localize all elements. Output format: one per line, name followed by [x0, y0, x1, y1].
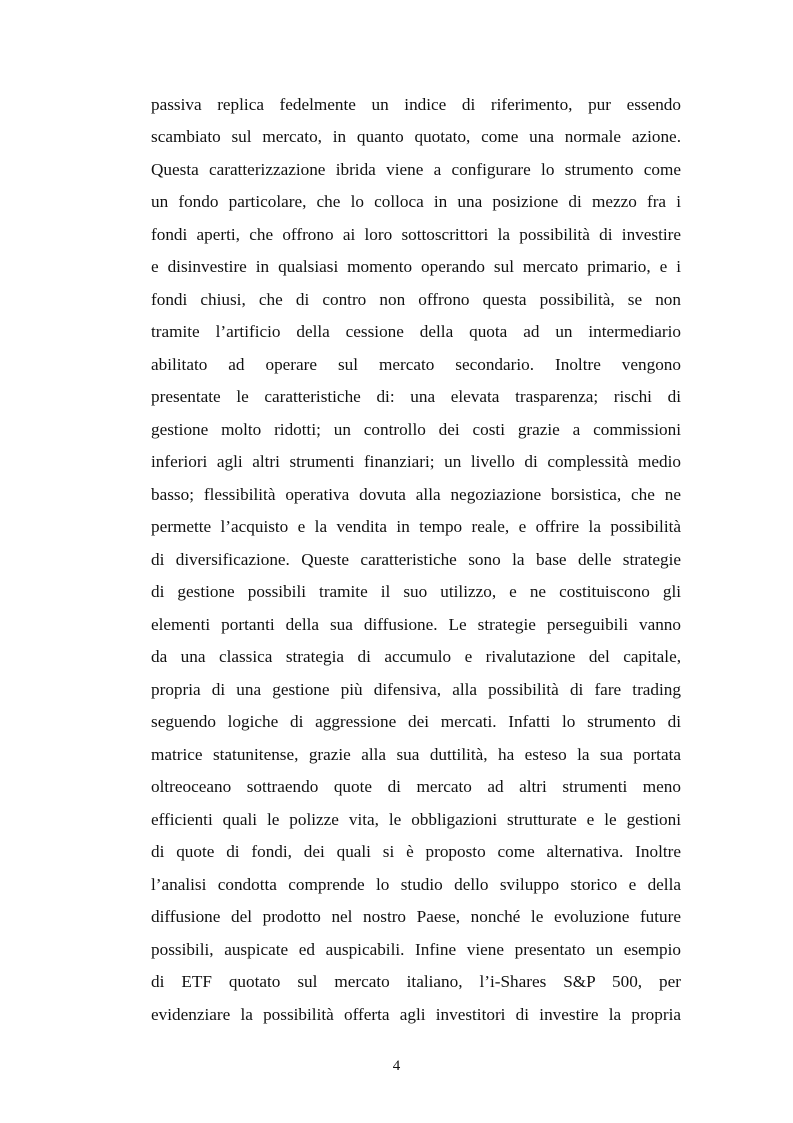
- text-line: presentate le caratteristiche di: una elevata trasparenza; rischi di: [151, 387, 681, 406]
- text-line: passiva replica fedelmente un indice di riferimento, pur essendo: [151, 95, 681, 114]
- text-line: l’analisi condotta comprende lo studio dello sviluppo storico e della: [151, 875, 681, 894]
- text-line: e disinvestire in qualsiasi momento operando sul mercato primario, e i: [151, 257, 681, 276]
- text-line: scambiato sul mercato, in quanto quotato, come una normale azione.: [151, 127, 681, 146]
- text-line: oltreoceano sottraendo quote di mercato ad altri strumenti meno: [151, 777, 681, 796]
- text-line: diffusione del prodotto nel nostro Paese, nonché le evoluzione future: [151, 907, 681, 926]
- text-line: abilitato ad operare sul mercato secondario. Inoltre vengono: [151, 355, 681, 374]
- text-line: di ETF quotato sul mercato italiano, l’i-Shares S&P 500, per: [151, 972, 681, 991]
- page-number: 4: [392, 1058, 401, 1074]
- text-line: basso; flessibilità operativa dovuta alla negoziazione borsistica, che ne: [151, 485, 681, 504]
- text-line: di diversificazione. Queste caratteristiche sono la base delle strategie: [151, 550, 681, 569]
- text-line: evidenziare la possibilità offerta agli investitori di investire la propria: [151, 1005, 681, 1024]
- text-line: fondi chiusi, che di contro non offrono questa possibilità, se non: [151, 290, 681, 309]
- text-line: gestione molto ridotti; un controllo dei costi grazie a commissioni: [151, 420, 681, 439]
- text-line: tramite l’artificio della cessione della quota ad un intermediario: [151, 322, 681, 341]
- text-line: di gestione possibili tramite il suo utilizzo, e ne costituiscono gli: [151, 582, 681, 601]
- text-line: efficienti quali le polizze vita, le obbligazioni strutturate e le gestioni: [151, 810, 681, 829]
- text-line: di quote di fondi, dei quali si è proposto come alternativa. Inoltre: [151, 842, 681, 861]
- text-line: da una classica strategia di accumulo e rivalutazione del capitale,: [151, 647, 681, 666]
- text-line: fondi aperti, che offrono ai loro sottoscrittori la possibilità di investire: [151, 225, 681, 244]
- text-line: inferiori agli altri strumenti finanziari; un livello di complessità medio: [151, 452, 681, 471]
- text-line: possibili, auspicate ed auspicabili. Infine viene presentato un esempio: [151, 940, 681, 959]
- text-line: seguendo logiche di aggressione dei mercati. Infatti lo strumento di: [151, 712, 681, 731]
- text-line: un fondo particolare, che lo colloca in una posizione di mezzo fra i: [151, 192, 681, 211]
- text-line: permette l’acquisto e la vendita in tempo reale, e offrire la possibilità: [151, 517, 681, 536]
- text-line: Questa caratterizzazione ibrida viene a configurare lo strumento come: [151, 160, 681, 179]
- text-line: propria di una gestione più difensiva, alla possibilità di fare trading: [151, 680, 681, 699]
- text-line: matrice statunitense, grazie alla sua duttilità, ha esteso la sua portata: [151, 745, 681, 764]
- text-line: elementi portanti della sua diffusione. Le strategie perseguibili vanno: [151, 615, 681, 634]
